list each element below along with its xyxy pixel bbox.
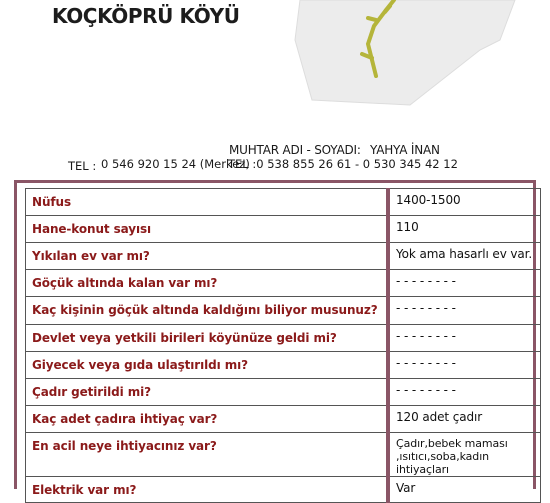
table-row bbox=[26, 477, 541, 503]
question-cell: Giyecek veya gıda ulaştırıldı mı? bbox=[26, 352, 389, 379]
question-cell: Göçük altında kalan var mı? bbox=[26, 270, 389, 297]
answer-cell bbox=[388, 433, 541, 477]
map-illustration bbox=[290, 0, 520, 110]
table-row bbox=[26, 433, 541, 477]
table-row bbox=[26, 325, 541, 352]
village-title: KOÇKÖPRÜ KÖYÜ bbox=[52, 4, 240, 28]
table-row bbox=[26, 243, 541, 270]
muhtar-name: YAHYA İNAN bbox=[370, 143, 440, 157]
table-row bbox=[26, 216, 541, 243]
answer-cell: - - - - - - - - bbox=[388, 379, 541, 406]
survey-table bbox=[25, 188, 541, 503]
table-row bbox=[26, 297, 541, 325]
question-cell: En acil neye ihtiyacınız var? bbox=[26, 433, 389, 477]
question-cell: Elektrik var mı? bbox=[26, 477, 389, 503]
answer-cell: - - - - - - - - bbox=[388, 325, 541, 352]
tel-label: TEL : bbox=[68, 159, 97, 173]
table-row bbox=[26, 270, 541, 297]
answer-cell: - - - - - - - - bbox=[388, 270, 541, 297]
answer-cell: - - - - - - - - bbox=[388, 297, 541, 325]
phone-central: 0 546 920 15 24 (Merkez) bbox=[101, 157, 250, 171]
answer-cell: Yok ama hasarlı ev var. bbox=[388, 243, 541, 270]
answer-cell: Var bbox=[388, 477, 541, 503]
table-row bbox=[26, 406, 541, 433]
answer-cell: 110 bbox=[388, 216, 541, 243]
question-cell: Yıkılan ev var mı? bbox=[26, 243, 389, 270]
question-cell: Nüfus bbox=[26, 189, 389, 216]
question-cell: Çadır getirildi mi? bbox=[26, 379, 389, 406]
question-cell: Devlet veya yetkili birileri köyünüze geldi mi? bbox=[26, 325, 389, 352]
answer-cell: 120 adet çadır bbox=[388, 406, 541, 433]
answer-text: Çadır,bebek maması ,ısıtıcı,soba,kadın ihtiyaçları bbox=[396, 437, 508, 476]
question-cell: Kaç kişinin göçük altında kaldığını biliyor musunuz? bbox=[26, 297, 389, 325]
question-cell: Kaç adet çadıra ihtiyaç var? bbox=[26, 406, 389, 433]
question-cell: Hane-konut sayısı bbox=[26, 216, 389, 243]
muhtar-label: MUHTAR ADI - SOYADI: bbox=[229, 143, 361, 157]
table-row bbox=[26, 189, 541, 216]
phone-others: TEL :0 538 855 26 61 - 0 530 345 42 12 bbox=[228, 157, 458, 171]
table-row bbox=[26, 379, 541, 406]
answer-cell: - - - - - - - - bbox=[388, 352, 541, 379]
map-region bbox=[295, 0, 515, 105]
table-row bbox=[26, 352, 541, 379]
answer-cell: 1400-1500 bbox=[388, 189, 541, 216]
